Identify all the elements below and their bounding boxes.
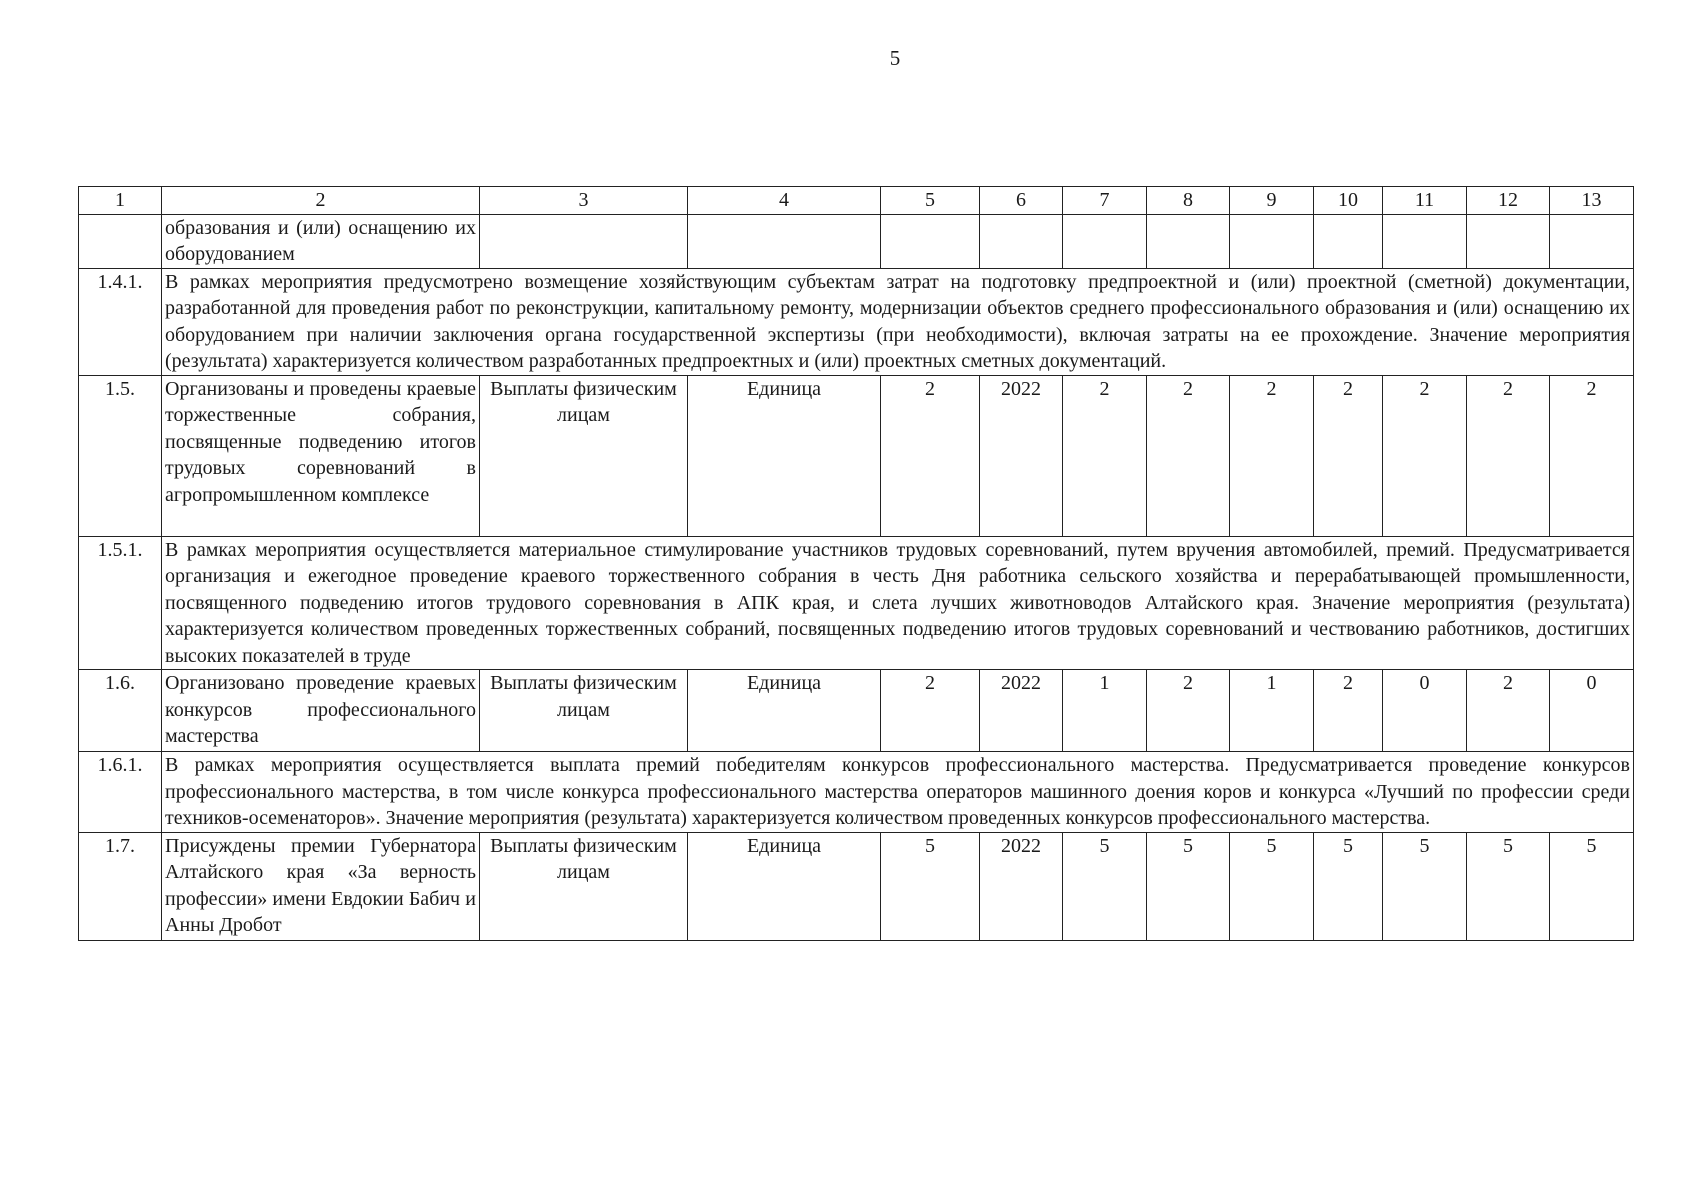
- indicators-table: [78, 186, 1634, 941]
- header-cell: 1: [79, 187, 162, 215]
- item-unit: Единица: [688, 832, 881, 940]
- year-value: 2: [1383, 375, 1467, 536]
- item-row: [79, 832, 1634, 940]
- year-value: 2: [1147, 670, 1230, 752]
- base-value: 2: [881, 670, 980, 752]
- header-cell: 5: [881, 187, 980, 215]
- header-cell: 4: [688, 187, 881, 215]
- base-year: 2022: [980, 375, 1063, 536]
- row-number: 1.6.: [79, 670, 162, 752]
- base-value: 5: [881, 832, 980, 940]
- year-value: 1: [1230, 670, 1314, 752]
- header-cell: 10: [1314, 187, 1383, 215]
- item-type: Выплаты физическим лицам: [480, 375, 688, 536]
- header-row: [79, 187, 1634, 215]
- year-value: 5: [1550, 832, 1634, 940]
- year-value: 0: [1550, 670, 1634, 752]
- description-row: [79, 268, 1634, 375]
- header-cell: 7: [1063, 187, 1147, 215]
- header-cell: 12: [1467, 187, 1550, 215]
- header-cell: 6: [980, 187, 1063, 215]
- header-cell: 8: [1147, 187, 1230, 215]
- row-number: 1.5.1.: [79, 536, 162, 670]
- row-number: 1.5.: [79, 375, 162, 536]
- item-type: Выплаты физическим лицам: [480, 832, 688, 940]
- item-name: Организованы и проведены краевые торжественные собрания, посвященные подведению итогов трудовых соревнований в агропромышленном комплексе: [162, 375, 480, 536]
- header-cell: 11: [1383, 187, 1467, 215]
- continuation-row: [79, 214, 1634, 268]
- item-unit: Единица: [688, 375, 881, 536]
- row-number: 1.7.: [79, 832, 162, 940]
- year-value: 2: [1230, 375, 1314, 536]
- description-text: В рамках мероприятия предусмотрено возмещение хозяйствующим субъектам затрат на подготовку предпроектной и (или) проектной (сметной) документации, разработанной для проведения работ по реконструкции, капитальному ремонту, модернизации объектов среднего профессионального образования и (или) оснащению их оборудованием при наличии заключения органа государственной экспертизы (при необходимости), включая затраты на ее прохождение. Значение мероприятия (результата) характеризуется количеством разработанных предпроектных и (или) проектных сметных документаций.: [162, 268, 1634, 375]
- description-text: В рамках мероприятия осуществляется выплата премий победителям конкурсов профессионального мастерства. Предусматривается проведение конкурсов профессионального мастерства, в том числе конкурса профессионального мастерства операторов машинного доения коров и конкурса «Лучший по профессии среди техников-осеменаторов». Значение мероприятия (результата) характеризуется количеством проведенных конкурсов профессионального мастерства.: [162, 752, 1634, 833]
- item-row: [79, 375, 1634, 536]
- year-value: 0: [1383, 670, 1467, 752]
- year-value: 5: [1314, 832, 1383, 940]
- header-cell: 9: [1230, 187, 1314, 215]
- year-value: 2: [1467, 375, 1550, 536]
- row-number: 1.6.1.: [79, 752, 162, 833]
- item-unit: Единица: [688, 670, 881, 752]
- year-value: 2: [1467, 670, 1550, 752]
- year-value: 5: [1063, 832, 1147, 940]
- base-year: 2022: [980, 832, 1063, 940]
- row-number: 1.4.1.: [79, 268, 162, 375]
- year-value: 2: [1063, 375, 1147, 536]
- year-value: 5: [1230, 832, 1314, 940]
- description-row: [79, 536, 1634, 670]
- year-value: 2: [1147, 375, 1230, 536]
- item-name: Организовано проведение краевых конкурсов профессионального мастерства: [162, 670, 480, 752]
- year-value: 2: [1314, 670, 1383, 752]
- base-value: 2: [881, 375, 980, 536]
- item-name: Присуждены премии Губернатора Алтайского края «За верность профессии» имени Евдокии Бабич и Анны Дробот: [162, 832, 480, 940]
- header-cell: 3: [480, 187, 688, 215]
- year-value: 1: [1063, 670, 1147, 752]
- item-type: Выплаты физическим лицам: [480, 670, 688, 752]
- base-year: 2022: [980, 670, 1063, 752]
- description-row: [79, 752, 1634, 833]
- year-value: 5: [1147, 832, 1230, 940]
- header-cell: 2: [162, 187, 480, 215]
- row-number: [79, 214, 162, 268]
- year-value: 2: [1550, 375, 1634, 536]
- year-value: 5: [1383, 832, 1467, 940]
- page-number: 5: [889, 46, 901, 70]
- item-row: [79, 670, 1634, 752]
- year-value: 5: [1467, 832, 1550, 940]
- description-text: В рамках мероприятия осуществляется материальное стимулирование участников трудовых соревнований, путем вручения автомобилей, премий. Предусматривается организация и ежегодное проведение краевого торжественного собрания в честь Дня работника сельского хозяйства и перерабатывающей промышленности, посвященного подведению итогов трудового соревнования в АПК края, и слета лучших животноводов Алтайского края. Значение мероприятия (результата) характеризуется количеством проведенных торжественных собраний, посвященных подведению итогов трудовых соревнований и чествованию работников, достигших высоких показателей в труде: [162, 536, 1634, 670]
- year-value: 2: [1314, 375, 1383, 536]
- item-name: образования и (или) оснащению их оборудованием: [162, 214, 480, 268]
- header-cell: 13: [1550, 187, 1634, 215]
